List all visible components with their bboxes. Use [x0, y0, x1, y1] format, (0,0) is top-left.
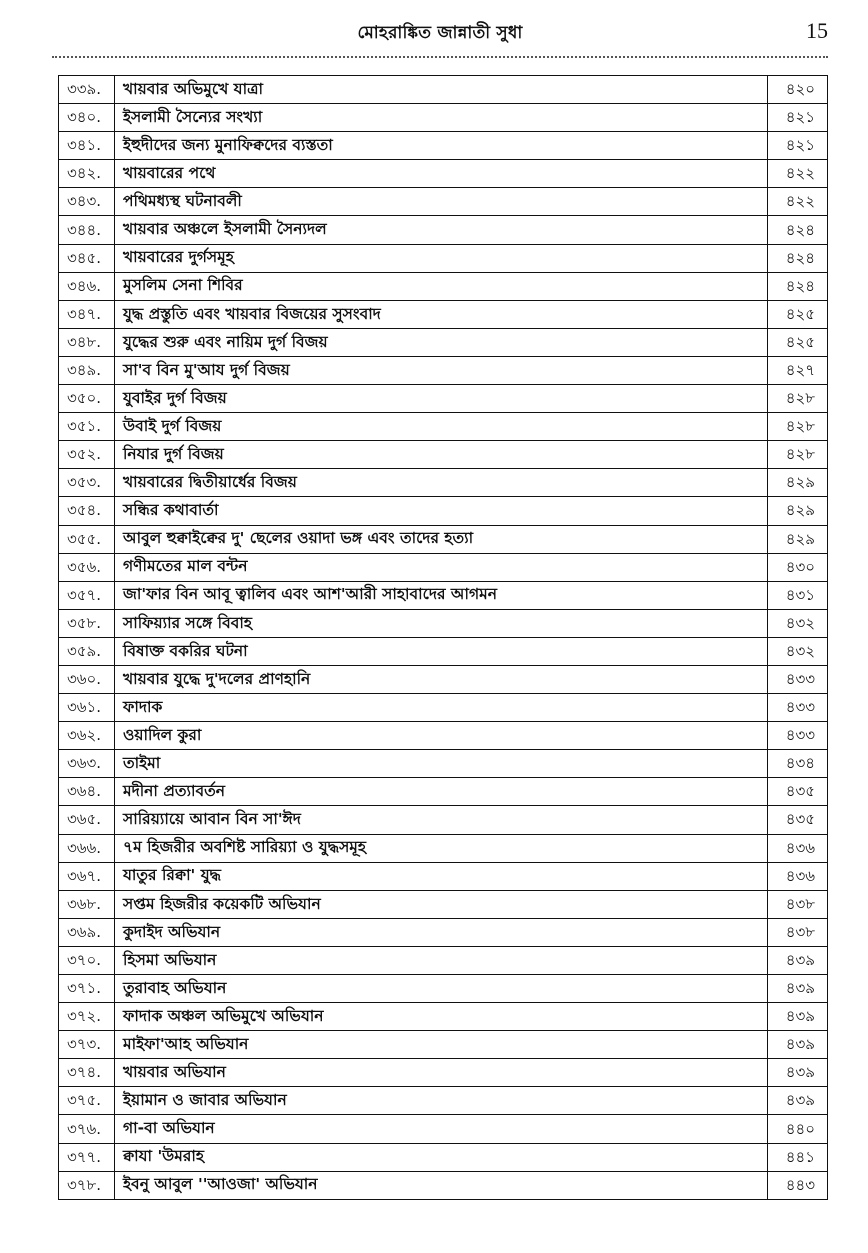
chapter-number: ৩৫১. [59, 413, 115, 441]
chapter-page-number: ৪২১ [768, 132, 828, 160]
chapter-title: সন্ধির কথাবার্তা [115, 497, 768, 525]
chapter-number: ৩৬২. [59, 722, 115, 750]
chapter-title: ফাদাক [115, 694, 768, 722]
table-row [59, 918, 828, 946]
chapter-number: ৩৬৩. [59, 750, 115, 778]
chapter-title: ইবনু আবুল ''আওজা' অভিযান [115, 1171, 768, 1199]
chapter-title: খায়বার অভিমুখে যাত্রা [115, 76, 768, 104]
chapter-number: ৩৬৭. [59, 862, 115, 890]
table-row [59, 946, 828, 974]
page-number: 15 [806, 18, 828, 43]
table-row [59, 300, 828, 328]
chapter-title: তাইমা [115, 750, 768, 778]
table-row [59, 497, 828, 525]
chapter-page-number: ৪২৯ [768, 469, 828, 497]
chapter-title: ক্বাযা 'উমরাহ [115, 1143, 768, 1171]
chapter-title: যাতুর রিক্বা' যুদ্ধ [115, 862, 768, 890]
header-divider [52, 56, 828, 58]
chapter-title: মুসলিম সেনা শিবির [115, 272, 768, 300]
table-row [59, 132, 828, 160]
chapter-number: ৩৪২. [59, 160, 115, 188]
table-row [59, 244, 828, 272]
toc-body [59, 76, 828, 1200]
chapter-number: ৩৪৮. [59, 328, 115, 356]
chapter-page-number: ৪৩৯ [768, 1003, 828, 1031]
chapter-page-number: ৪৩৩ [768, 665, 828, 693]
chapter-page-number: ৪৩৮ [768, 890, 828, 918]
table-row [59, 104, 828, 132]
chapter-number: ৩৭৩. [59, 1031, 115, 1059]
chapter-page-number: ৪৩৩ [768, 722, 828, 750]
chapter-page-number: ৪২৮ [768, 441, 828, 469]
chapter-number: ৩৭৮. [59, 1171, 115, 1199]
chapter-number: ৩৬১. [59, 694, 115, 722]
chapter-number: ৩৭১. [59, 975, 115, 1003]
chapter-title: পথিমধ্যস্থ ঘটনাবলী [115, 188, 768, 216]
chapter-number: ৩৪৭. [59, 300, 115, 328]
chapter-page-number: ৪২৪ [768, 272, 828, 300]
chapter-page-number: ৪২৪ [768, 216, 828, 244]
chapter-number: ৩৫৯. [59, 637, 115, 665]
chapter-page-number: ৪২৪ [768, 244, 828, 272]
chapter-number: ৩৫৪. [59, 497, 115, 525]
table-row [59, 834, 828, 862]
chapter-page-number: ৪৪০ [768, 1115, 828, 1143]
table-row [59, 1059, 828, 1087]
table-row [59, 385, 828, 413]
chapter-number: ৩৪০. [59, 104, 115, 132]
chapter-number: ৩৭০. [59, 946, 115, 974]
chapter-title: তুরাবাহ অভিযান [115, 975, 768, 1003]
chapter-page-number: ৪২০ [768, 76, 828, 104]
chapter-title: খায়বার অঞ্চলে ইসলামী সৈন্যদল [115, 216, 768, 244]
chapter-title: খায়বার অভিযান [115, 1059, 768, 1087]
chapter-page-number: ৪২২ [768, 188, 828, 216]
chapter-page-number: ৪৩৬ [768, 862, 828, 890]
chapter-number: ৩৪৯. [59, 356, 115, 384]
table-row [59, 609, 828, 637]
table-row [59, 722, 828, 750]
page-header [52, 14, 828, 48]
table-row [59, 469, 828, 497]
table-of-contents [58, 75, 828, 1200]
chapter-title: ইসলামী সৈন্যের সংখ্যা [115, 104, 768, 132]
chapter-title: কুদাইদ অভিযান [115, 918, 768, 946]
chapter-page-number: ৪৩৫ [768, 806, 828, 834]
chapter-title: ইয়ামান ও জাবার অভিযান [115, 1087, 768, 1115]
table-row [59, 356, 828, 384]
table-row [59, 1003, 828, 1031]
chapter-page-number: ৪২৯ [768, 497, 828, 525]
book-title: মোহরাঙ্কিত জান্নাতী সুধা [357, 23, 523, 43]
chapter-number: ৩৫২. [59, 441, 115, 469]
table-row [59, 637, 828, 665]
chapter-title: ওয়াদিল কুরা [115, 722, 768, 750]
chapter-title: সা'ব বিন মু'আয দুর্গ বিজয় [115, 356, 768, 384]
chapter-title: হিসমা অভিযান [115, 946, 768, 974]
chapter-title: যুদ্ধের শুরু এবং নায়িম দুর্গ বিজয় [115, 328, 768, 356]
chapter-page-number: ৪২৫ [768, 328, 828, 356]
chapter-page-number: ৪২৯ [768, 525, 828, 553]
chapter-page-number: ৪৩৯ [768, 1087, 828, 1115]
table-row [59, 975, 828, 1003]
chapter-title: খায়বার যুদ্ধে দু'দলের প্রাণহানি [115, 665, 768, 693]
table-row [59, 553, 828, 581]
chapter-title: খায়বারের দুর্গসমূহ [115, 244, 768, 272]
table-row [59, 272, 828, 300]
table-row [59, 441, 828, 469]
chapter-title: যুদ্ধ প্রস্তুতি এবং খায়বার বিজয়ের সুসংবাদ [115, 300, 768, 328]
chapter-page-number: ৪২৭ [768, 356, 828, 384]
chapter-number: ৩৪৩. [59, 188, 115, 216]
chapter-number: ৩৫৬. [59, 553, 115, 581]
chapter-number: ৩৭৬. [59, 1115, 115, 1143]
chapter-page-number: ৪৩৪ [768, 750, 828, 778]
chapter-title: মদীনা প্রত্যাবর্তন [115, 778, 768, 806]
chapter-title: খায়বারের পথে [115, 160, 768, 188]
chapter-page-number: ৪৩৯ [768, 946, 828, 974]
chapter-title: আবুল হুক্বাইক্বের দু' ছেলের ওয়াদা ভঙ্গ এবং তাদের হত্যা [115, 525, 768, 553]
table-row [59, 413, 828, 441]
table-row [59, 1031, 828, 1059]
chapter-number: ৩৪৫. [59, 244, 115, 272]
chapter-number: ৩৫৮. [59, 609, 115, 637]
chapter-number: ৩৭৫. [59, 1087, 115, 1115]
table-row [59, 76, 828, 104]
chapter-number: ৩৩৯. [59, 76, 115, 104]
chapter-number: ৩৪১. [59, 132, 115, 160]
chapter-page-number: ৪৪৩ [768, 1171, 828, 1199]
chapter-number: ৩৪৬. [59, 272, 115, 300]
chapter-title: নিযার দুর্গ বিজয় [115, 441, 768, 469]
table-row [59, 694, 828, 722]
chapter-page-number: ৪২৮ [768, 413, 828, 441]
chapter-number: ৩৬৯. [59, 918, 115, 946]
chapter-number: ৩৭৭. [59, 1143, 115, 1171]
table-row [59, 1143, 828, 1171]
chapter-title: সারিয়্যায়ে আবান বিন সা'ঈদ [115, 806, 768, 834]
chapter-number: ৩৬৮. [59, 890, 115, 918]
chapter-title: গণীমতের মাল বন্টন [115, 553, 768, 581]
chapter-title: জা'ফার বিন আবূ ত্বালিব এবং আশ'আরী সাহাবাদের আগমন [115, 581, 768, 609]
chapter-number: ৩৫৫. [59, 525, 115, 553]
chapter-title: ইহুদীদের জন্য মুনাফিক্বদের ব্যস্ততা [115, 132, 768, 160]
chapter-page-number: ৪৪১ [768, 1143, 828, 1171]
chapter-title: খায়বারের দ্বিতীয়ার্ধের বিজয় [115, 469, 768, 497]
chapter-page-number: ৪২১ [768, 104, 828, 132]
table-row [59, 750, 828, 778]
chapter-number: ৩৫৭. [59, 581, 115, 609]
chapter-page-number: ৪৩৯ [768, 1059, 828, 1087]
table-row [59, 806, 828, 834]
chapter-page-number: ৪৩৯ [768, 1031, 828, 1059]
chapter-title: বিষাক্ত বকরির ঘটনা [115, 637, 768, 665]
chapter-number: ৩৬০. [59, 665, 115, 693]
table-row [59, 525, 828, 553]
chapter-title: যুবাইর দুর্গ বিজয় [115, 385, 768, 413]
chapter-number: ৩৭৪. [59, 1059, 115, 1087]
chapter-page-number: ৪৩৬ [768, 834, 828, 862]
chapter-number: ৩৬৪. [59, 778, 115, 806]
chapter-page-number: ৪২৮ [768, 385, 828, 413]
chapter-title: ৭ম হিজরীর অবশিষ্ট সারিয়্যা ও যুদ্ধসমূহ [115, 834, 768, 862]
chapter-page-number: ৪৩৩ [768, 694, 828, 722]
chapter-number: ৩৭২. [59, 1003, 115, 1031]
chapter-number: ৩৬৫. [59, 806, 115, 834]
chapter-page-number: ৪৩২ [768, 637, 828, 665]
table-row [59, 160, 828, 188]
chapter-page-number: ৪৩২ [768, 609, 828, 637]
table-row [59, 862, 828, 890]
chapter-page-number: ৪৩০ [768, 553, 828, 581]
table-row [59, 188, 828, 216]
chapter-title: গা-বা অভিযান [115, 1115, 768, 1143]
chapter-title: ফাদাক অঞ্চল অভিমুখে অভিযান [115, 1003, 768, 1031]
table-row [59, 890, 828, 918]
chapter-number: ৩৫০. [59, 385, 115, 413]
chapter-page-number: ৪২৫ [768, 300, 828, 328]
table-row [59, 778, 828, 806]
table-row [59, 216, 828, 244]
chapter-page-number: ৪৩৫ [768, 778, 828, 806]
table-row [59, 665, 828, 693]
chapter-title: সপ্তম হিজরীর কয়েকটি অভিযান [115, 890, 768, 918]
chapter-title: মাইফা'আহ অভিযান [115, 1031, 768, 1059]
table-row [59, 1087, 828, 1115]
chapter-number: ৩৪৪. [59, 216, 115, 244]
chapter-page-number: ৪৩৮ [768, 918, 828, 946]
chapter-page-number: ৪৩১ [768, 581, 828, 609]
chapter-page-number: ৪২২ [768, 160, 828, 188]
table-row [59, 581, 828, 609]
table-row [59, 1115, 828, 1143]
chapter-title: সাফিয়্যার সঙ্গে বিবাহ [115, 609, 768, 637]
table-row [59, 1171, 828, 1199]
table-row [59, 328, 828, 356]
chapter-page-number: ৪৩৯ [768, 975, 828, 1003]
chapter-number: ৩৫৩. [59, 469, 115, 497]
chapter-number: ৩৬৬. [59, 834, 115, 862]
chapter-title: উবাই দুর্গ বিজয় [115, 413, 768, 441]
